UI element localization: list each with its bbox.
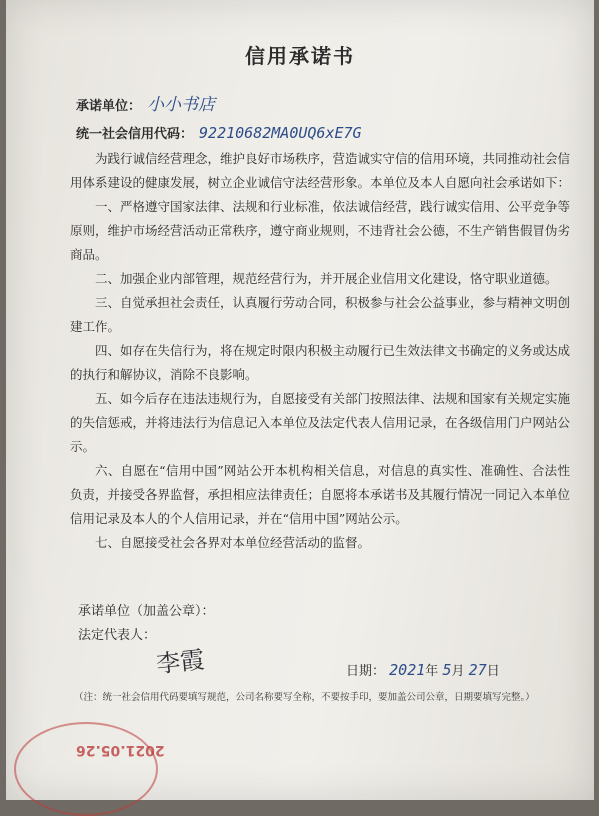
paragraph-4: 四、如存在失信行为，将在规定时限内积极主动履行已生效法律文书确定的义务或达成的执行和解协议，消除不良影响。 [70, 343, 571, 382]
document-page [6, 0, 594, 800]
seal-line-label: 承诺单位（加盖公章）： [78, 604, 215, 619]
footnote: （注：统一社会信用代码要填写规范，公司名称要写全称，不要按手印，要加盖公司公章，日期要填写完整。） [74, 692, 535, 703]
commit-unit-value: 小小书店 [147, 95, 216, 115]
legal-rep-label: 法定代表人： [78, 628, 157, 643]
credit-code-value: 92210682MA0UQ6xE7G [199, 124, 362, 142]
document-title: 信用承诺书 [245, 44, 355, 68]
paragraph-7: 七、自愿接受社会各界对本单位经营活动的监督。 [95, 535, 371, 550]
paragraph-intro: 为践行诚信经营理念，维护良好市场秩序，营造诚实守信的信用环境，共同推动社会信用体系建设的健康发展，树立企业诚信守法经营形象。本单位及本人自愿向社会承诺如下： [70, 151, 571, 190]
date-month: 5 [442, 661, 452, 679]
commitment-body [70, 147, 570, 555]
credit-code-label: 统一社会信用代码： [76, 127, 194, 142]
date-year: 2021 [389, 661, 426, 679]
paragraph-3: 三、自觉承担社会责任，认真履行劳动合同，积极参与社会公益事业，参与精神文明创建工作。 [70, 295, 571, 334]
commit-unit-field [76, 90, 215, 115]
paragraph-1: 一、严格遵守国家法律、法规和行业标准，依法诚信经营，践行诚实信用、公平竞争等原则，维护市场经营活动正常秩序，遵守商业规则，不违背社会公德，不生产销售假冒伪劣商品。 [70, 199, 571, 262]
commit-unit-label: 承诺单位： [76, 99, 142, 114]
date-day-unit: 日 [486, 664, 500, 679]
date-day: 27 [468, 661, 487, 679]
paragraph-2: 二、加强企业内部管理，规范经营行为，并开展企业信用文化建设，恪守职业道德。 [95, 271, 558, 286]
stamp-date-text: 2021.05.26 [76, 742, 165, 758]
credit-code-field [76, 123, 362, 142]
legal-rep-signature: 李霞 [154, 645, 206, 679]
date-year-unit: 年 [425, 664, 439, 679]
paragraph-5: 五、如今后存在违法违规行为，自愿接受有关部门按照法律、法规和国家有关规定实施的失信惩戒，并将违法行为信息记入本单位及法定代表人信用记录，在各级信用门户网站公示。 [70, 391, 571, 454]
date-month-unit: 月 [451, 664, 465, 679]
date-field [346, 660, 500, 679]
red-seal-stamp [14, 722, 165, 816]
date-label: 日期： [346, 664, 386, 679]
paragraph-6: 六、自愿在“信用中国”网站公开本机构相关信息，对信息的真实性、准确性、合法性负责，并接受各界监督，承担相应法律责任；自愿将本承诺书及其履行情况一同记入本单位信用记录及本人的个人信用记录，并在“信用中国”网站公示。 [70, 463, 571, 526]
